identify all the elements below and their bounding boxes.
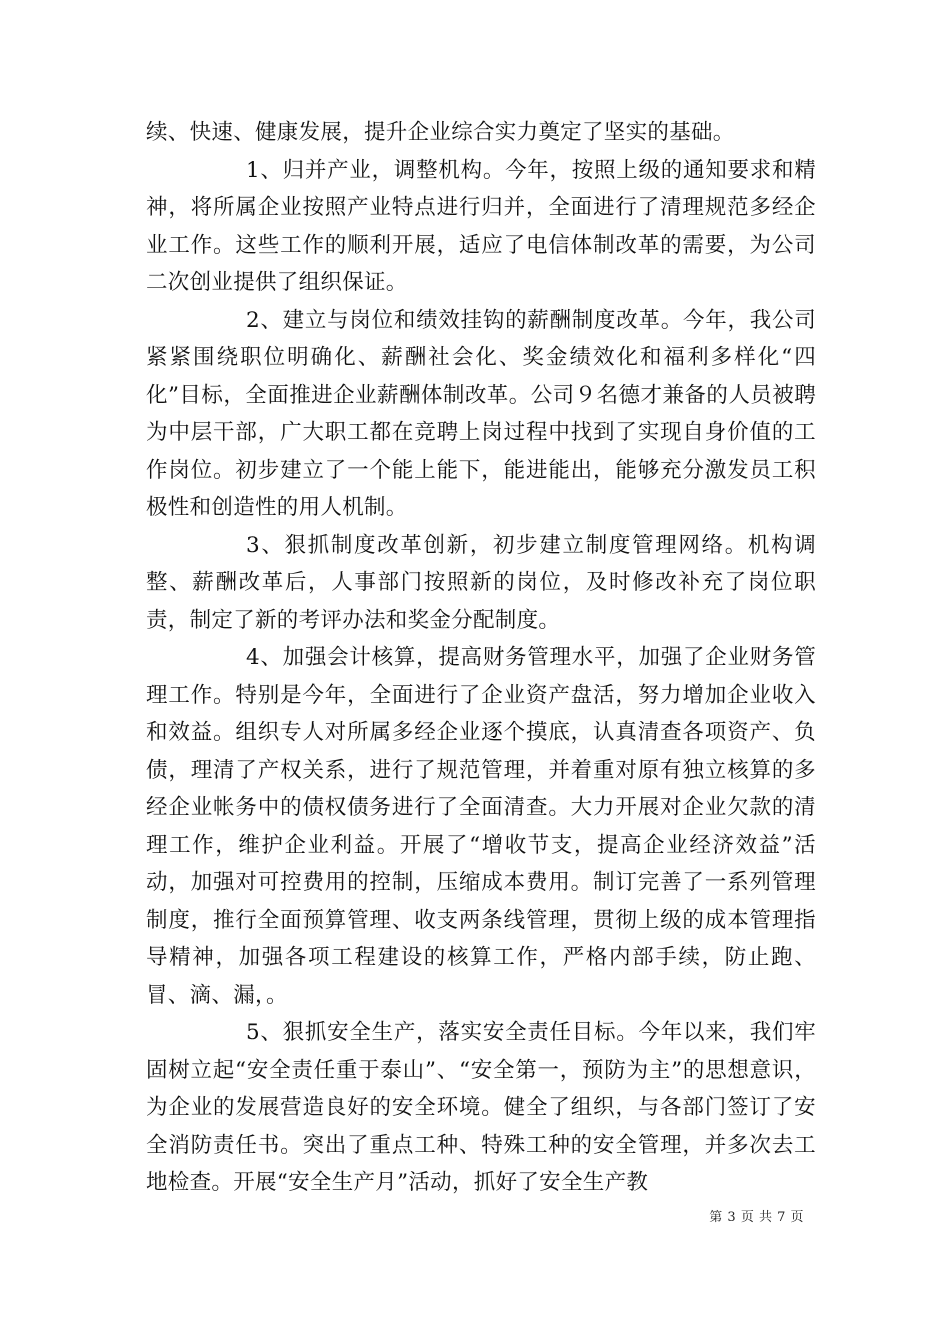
paragraph-item-5: 5、狠抓安全生产，落实安全责任目标。今年以来，我们牢固树立起“安全责任重于泰山”、“安全第一，预防为主”的思想意识，为企业的发展营造良好的安全环境。健全了组织，与各部门签订了安全消防责任书。突出了重点工种、特殊工种的安全管理，并多次去工地检查。开展“安全生产月”活动，抓好了安全生产教 <box>146 1020 816 1195</box>
document-body <box>146 114 816 1202</box>
paragraph-item-4: 4、加强会计核算，提高财务管理水平，加强了企业财务管理工作。特别是今年，全面进行了企业资产盘活，努力增加企业收入和效益。组织专人对所属多经企业逐个摸底，认真清查各项资产、负债，理清了产权关系，进行了规范管理，并着重对原有独立核算的多经企业帐务中的债权债务进行了全面清查。大力开展对企业欠款的清理工作，维护企业利益。开展了“增收节支，提高企业经济效益”活动，加强对可控费用的控制，压缩成本费用。制订完善了一系列管理制度，推行全面预算管理、收支两条线管理，贯彻上级的成本管理指导精神，加强各项工程建设的核算工作，严格内部手续，防止跑、冒、滴、漏，。 <box>146 645 816 1008</box>
paragraph-item-2: 2、建立与岗位和绩效挂钩的薪酬制度改革。今年，我公司紧紧围绕职位明确化、薪酬社会化、奖金绩效化和福利多样化“四化”目标，全面推进企业薪酬体制改革。公司９名德才兼备的人员被聘为中层干部，广大职工都在竞聘上岗过程中找到了实现自身价值的工作岗位。初步建立了一个能上能下，能进能出，能够充分激发员工积极性和创造性的用人机制。 <box>146 307 816 520</box>
page-number-footer: 第 3 页 共 7 页 <box>709 1210 804 1225</box>
paragraph-item-3: 3、狠抓制度改革创新，初步建立制度管理网络。机构调整、薪酬改革后，人事部门按照新的岗位，及时修改补充了岗位职责，制定了新的考评办法和奖金分配制度。 <box>146 532 816 633</box>
paragraph-item-1: 1、归并产业，调整机构。今年，按照上级的通知要求和精神，将所属企业按照产业特点进行归并，全面进行了清理规范多经企业工作。这些工作的顺利开展，适应了电信体制改革的需要，为公司二次创业提供了组织保证。 <box>146 157 816 295</box>
paragraph-continuation: 续、快速、健康发展，提升企业综合实力奠定了坚实的基础。 <box>146 120 735 145</box>
